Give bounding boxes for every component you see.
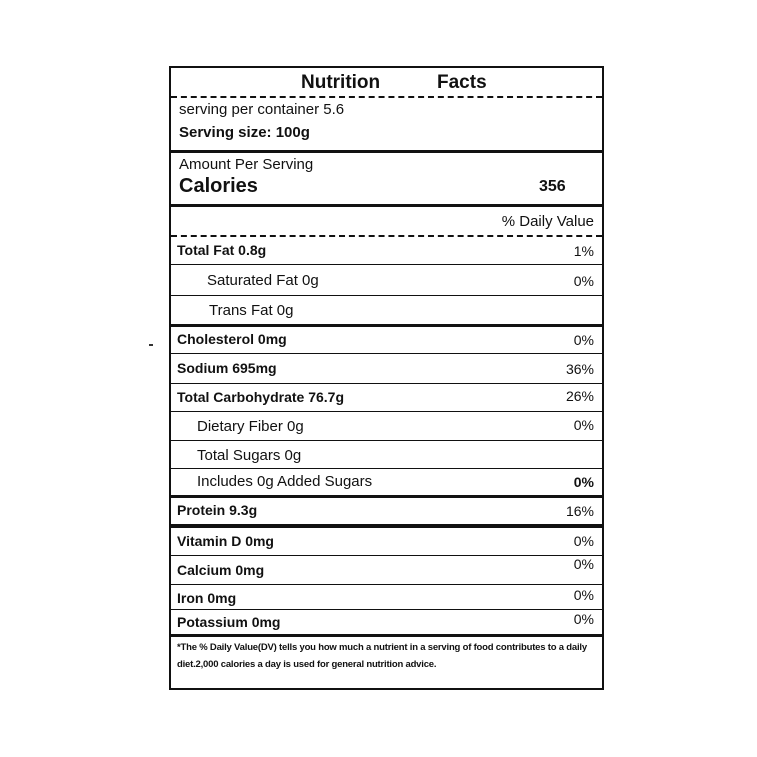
nutrient-dv: 0% xyxy=(573,587,594,603)
nutrient-name: Total Sugars 0g xyxy=(197,447,302,464)
nutrient-row xyxy=(171,469,602,495)
nutrient-row xyxy=(171,296,602,324)
nutrient-dv: 0% xyxy=(573,417,594,433)
nutrient-row xyxy=(171,556,602,584)
nutrient-row xyxy=(171,384,602,411)
nutrient-dv: 0% xyxy=(573,611,594,627)
divider xyxy=(171,634,602,637)
servings-per-container: serving per container 5.6 xyxy=(179,101,345,118)
nutrient-dv: 36% xyxy=(565,361,594,377)
divider xyxy=(171,150,602,153)
nutrient-row xyxy=(171,236,602,264)
title-facts: Facts xyxy=(437,72,487,93)
nutrient-dv: 0% xyxy=(573,556,594,572)
nutrient-dv: 1% xyxy=(573,243,594,259)
nutrient-dv: 16% xyxy=(565,503,594,519)
divider xyxy=(171,96,602,98)
nutrient-name: Dietary Fiber 0g xyxy=(197,418,304,435)
stray-mark xyxy=(149,344,153,346)
daily-value-header: % Daily Value xyxy=(501,213,594,230)
nutrition-facts-label xyxy=(169,66,604,690)
nutrient-name: Protein 9.3g xyxy=(177,502,258,518)
nutrient-dv: 0% xyxy=(573,273,594,289)
nutrient-name: Includes 0g Added Sugars xyxy=(197,473,373,490)
nutrient-name: Total Carbohydrate 76.7g xyxy=(177,389,345,405)
nutrient-row xyxy=(171,585,602,609)
nutrient-dv: 0% xyxy=(573,332,594,348)
nutrient-dv: 0% xyxy=(573,474,594,490)
nutrient-row xyxy=(171,412,602,440)
title-nutrition: Nutrition xyxy=(301,72,381,93)
nutrient-row xyxy=(171,528,602,555)
nutrient-name: Potassium 0mg xyxy=(177,614,281,630)
nutrient-row xyxy=(171,265,602,295)
amount-per-serving: Amount Per Serving xyxy=(179,156,314,173)
nutrient-name: Vitamin D 0mg xyxy=(177,533,274,549)
nutrient-name: Sodium 695mg xyxy=(177,360,277,376)
calories-value: 356 xyxy=(539,178,566,195)
nutrient-name: Calcium 0mg xyxy=(177,562,265,578)
serving-size: Serving size: 100g xyxy=(179,124,310,141)
nutrient-name: Trans Fat 0g xyxy=(209,302,294,319)
nutrient-name: Cholesterol 0mg xyxy=(177,331,287,347)
nutrient-name: Iron 0mg xyxy=(177,590,237,606)
nutrient-name: Saturated Fat 0g xyxy=(207,272,319,289)
nutrient-row xyxy=(171,498,602,524)
nutrient-name: Total Fat 0.8g xyxy=(177,242,267,258)
divider xyxy=(171,204,602,207)
nutrient-row xyxy=(171,354,602,383)
nutrient-dv: 0% xyxy=(573,533,594,549)
nutrient-row xyxy=(171,441,602,468)
nutrient-row xyxy=(171,326,602,353)
nutrient-row xyxy=(171,610,602,634)
calories-label: Calories xyxy=(179,175,258,197)
nutrient-dv: 26% xyxy=(565,388,594,404)
footnote: *The % Daily Value(DV) tells you how much a nutrient in a serving of food contributes to a daily diet.2,000 calories a day is used for general nutrition advice. xyxy=(177,642,587,670)
